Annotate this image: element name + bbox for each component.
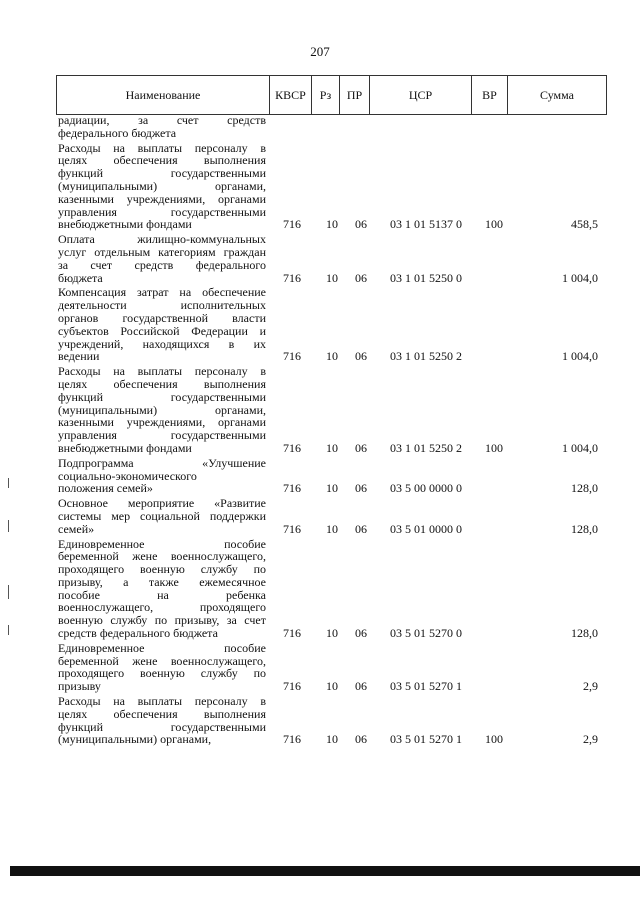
row-csr: 03 5 01 5270 0: [390, 626, 462, 641]
name-line: функций государственными: [58, 719, 266, 734]
name-line: внебюджетными фондами: [58, 217, 192, 232]
row-csr: 03 5 01 0000 0: [390, 521, 462, 536]
row-sum: 2,9: [583, 732, 598, 747]
name-line: военную службу по призыву, за счет: [58, 613, 266, 628]
name-line: целях обеспечения выполнения: [58, 153, 266, 168]
name-line: Расходы на выплаты персоналу в: [58, 364, 266, 379]
name-line: внебюджетными фондами: [58, 440, 192, 455]
name-line: социально-экономического: [58, 468, 197, 483]
scan-mark: [8, 585, 9, 599]
scan-mark: [8, 520, 9, 532]
table-row: [58, 695, 606, 746]
row-rz: 10: [326, 440, 338, 455]
table-row: [58, 365, 606, 455]
table-row: [58, 233, 606, 284]
name-line: деятельности исполнительных: [58, 298, 266, 313]
name-line: Основное мероприятие «Развитие: [58, 496, 266, 511]
row-rz: 10: [326, 626, 338, 641]
row-sum: 1 004,0: [562, 270, 598, 285]
name-line: органов государственной власти: [58, 310, 266, 325]
name-line: пособие на ребенка: [58, 587, 266, 602]
row-csr: 03 1 01 5250 2: [390, 440, 462, 455]
row-pr: 06: [355, 349, 367, 364]
name-line: Расходы на выплаты персоналу в: [58, 694, 266, 709]
row-kvsr: 716: [283, 217, 301, 232]
header-pr: ПР: [339, 76, 369, 114]
name-line: учреждений, находящихся в их: [58, 336, 266, 351]
name-line: средств федерального бюджета: [58, 626, 218, 641]
name-line: системы мер социальной поддержки: [58, 508, 266, 523]
header-rz: Рз: [311, 76, 339, 114]
name-line: бюджета: [58, 270, 103, 285]
row-csr: 03 1 01 5250 2: [390, 349, 462, 364]
row-rz: 10: [326, 270, 338, 285]
header-sum: Сумма: [507, 76, 606, 114]
table-row: [58, 642, 606, 693]
scan-mark: [8, 478, 9, 488]
table-row: [58, 142, 606, 232]
row-rz: 10: [326, 732, 338, 747]
row-pr: 06: [355, 679, 367, 694]
row-pr: 06: [355, 481, 367, 496]
scan-bottom-bar: [10, 866, 640, 876]
name-line: радиации, за счет средств: [58, 113, 266, 127]
row-sum: 128,0: [571, 626, 598, 641]
row-kvsr: 716: [283, 732, 301, 747]
row-name: [58, 457, 266, 495]
name-line: Единовременное пособие: [58, 536, 266, 551]
name-line: целях обеспечения выполнения: [58, 706, 266, 721]
header-csr: ЦСР: [369, 76, 471, 114]
name-line: (муниципальными) органами,: [58, 178, 266, 193]
header-name: Наименование: [125, 87, 201, 102]
row-kvsr: 716: [283, 626, 301, 641]
row-name: [58, 286, 266, 363]
row-csr: 03 5 01 5270 1: [390, 679, 462, 694]
name-line: казенными учреждениями, органами: [58, 191, 266, 206]
name-line: казенными учреждениями, органами: [58, 415, 266, 430]
row-pr: 06: [355, 270, 367, 285]
table-row: [58, 286, 606, 363]
row-rz: 10: [326, 679, 338, 694]
name-line: управления государственными: [58, 428, 266, 443]
name-line: услуг отдельным категориям граждан: [58, 244, 266, 259]
name-line: проходящего военную службу по: [58, 666, 266, 681]
name-line: федерального бюджета: [58, 125, 177, 140]
row-sum: 128,0: [571, 481, 598, 496]
row-csr: 03 1 01 5137 0: [390, 217, 462, 232]
table-body: [58, 114, 606, 748]
row-kvsr: 716: [283, 440, 301, 455]
row-name: [58, 642, 266, 693]
name-line: Подпрограмма «Улучшение: [58, 455, 266, 470]
header-vr: ВР: [471, 76, 507, 114]
row-sum: 1 004,0: [562, 349, 598, 364]
name-line: (муниципальными) органами,: [58, 732, 212, 747]
row-sum: 128,0: [571, 521, 598, 536]
name-line: призыву, а также ежемесячное: [58, 574, 266, 589]
row-name: [58, 114, 266, 140]
name-line: субъектов Российской Федерации и: [58, 323, 266, 338]
row-csr: 03 5 00 0000 0: [390, 481, 462, 496]
name-line: за счет средств федерального: [58, 257, 266, 272]
row-pr: 06: [355, 626, 367, 641]
row-name: [58, 497, 266, 535]
name-line: (муниципальными) органами,: [58, 402, 266, 417]
row-kvsr: 716: [283, 679, 301, 694]
row-name: [58, 365, 266, 455]
name-line: проходящего военную службу по: [58, 562, 266, 577]
row-pr: 06: [355, 217, 367, 232]
row-pr: 06: [355, 440, 367, 455]
row-sum: 1 004,0: [562, 440, 598, 455]
row-kvsr: 716: [283, 481, 301, 496]
scan-mark: [8, 625, 9, 635]
row-name: [58, 233, 266, 284]
table-row: [58, 497, 606, 535]
name-line: управления государственными: [58, 204, 266, 219]
name-line: Компенсация затрат на обеспечение: [58, 285, 266, 300]
row-name: [58, 142, 266, 232]
row-csr: 03 5 01 5270 1: [390, 732, 462, 747]
row-sum: 2,9: [583, 679, 598, 694]
name-line: функций государственными: [58, 166, 266, 181]
name-line: военнослужащего, проходящего: [58, 600, 266, 615]
row-rz: 10: [326, 481, 338, 496]
name-line: ведении: [58, 349, 100, 364]
name-line: семей»: [58, 521, 95, 536]
row-kvsr: 716: [283, 349, 301, 364]
row-kvsr: 716: [283, 521, 301, 536]
table-row: [58, 114, 606, 140]
name-line: целях обеспечения выполнения: [58, 376, 266, 391]
row-vr: 100: [485, 440, 503, 455]
row-kvsr: 716: [283, 270, 301, 285]
page-number: 207: [310, 44, 330, 59]
row-csr: 03 1 01 5250 0: [390, 270, 462, 285]
table-row: [58, 538, 606, 640]
name-line: беременной жене военнослужащего,: [58, 653, 266, 668]
name-line: функций государственными: [58, 389, 266, 404]
row-name: [58, 695, 266, 746]
name-line: Единовременное пособие: [58, 640, 266, 655]
row-rz: 10: [326, 349, 338, 364]
row-sum: 458,5: [571, 217, 598, 232]
row-rz: 10: [326, 521, 338, 536]
row-vr: 100: [485, 217, 503, 232]
name-line: Оплата жилищно-коммунальных: [58, 232, 266, 247]
row-pr: 06: [355, 521, 367, 536]
header-kvsr: КВСР: [269, 76, 311, 114]
name-line: призыву: [58, 679, 101, 694]
name-line: беременной жене военнослужащего,: [58, 549, 266, 564]
row-rz: 10: [326, 217, 338, 232]
name-line: положения семей»: [58, 481, 153, 496]
table-row: [58, 457, 606, 495]
row-name: [58, 538, 266, 640]
row-vr: 100: [485, 732, 503, 747]
name-line: Расходы на выплаты персоналу в: [58, 140, 266, 155]
table-header: [56, 75, 607, 115]
row-pr: 06: [355, 732, 367, 747]
